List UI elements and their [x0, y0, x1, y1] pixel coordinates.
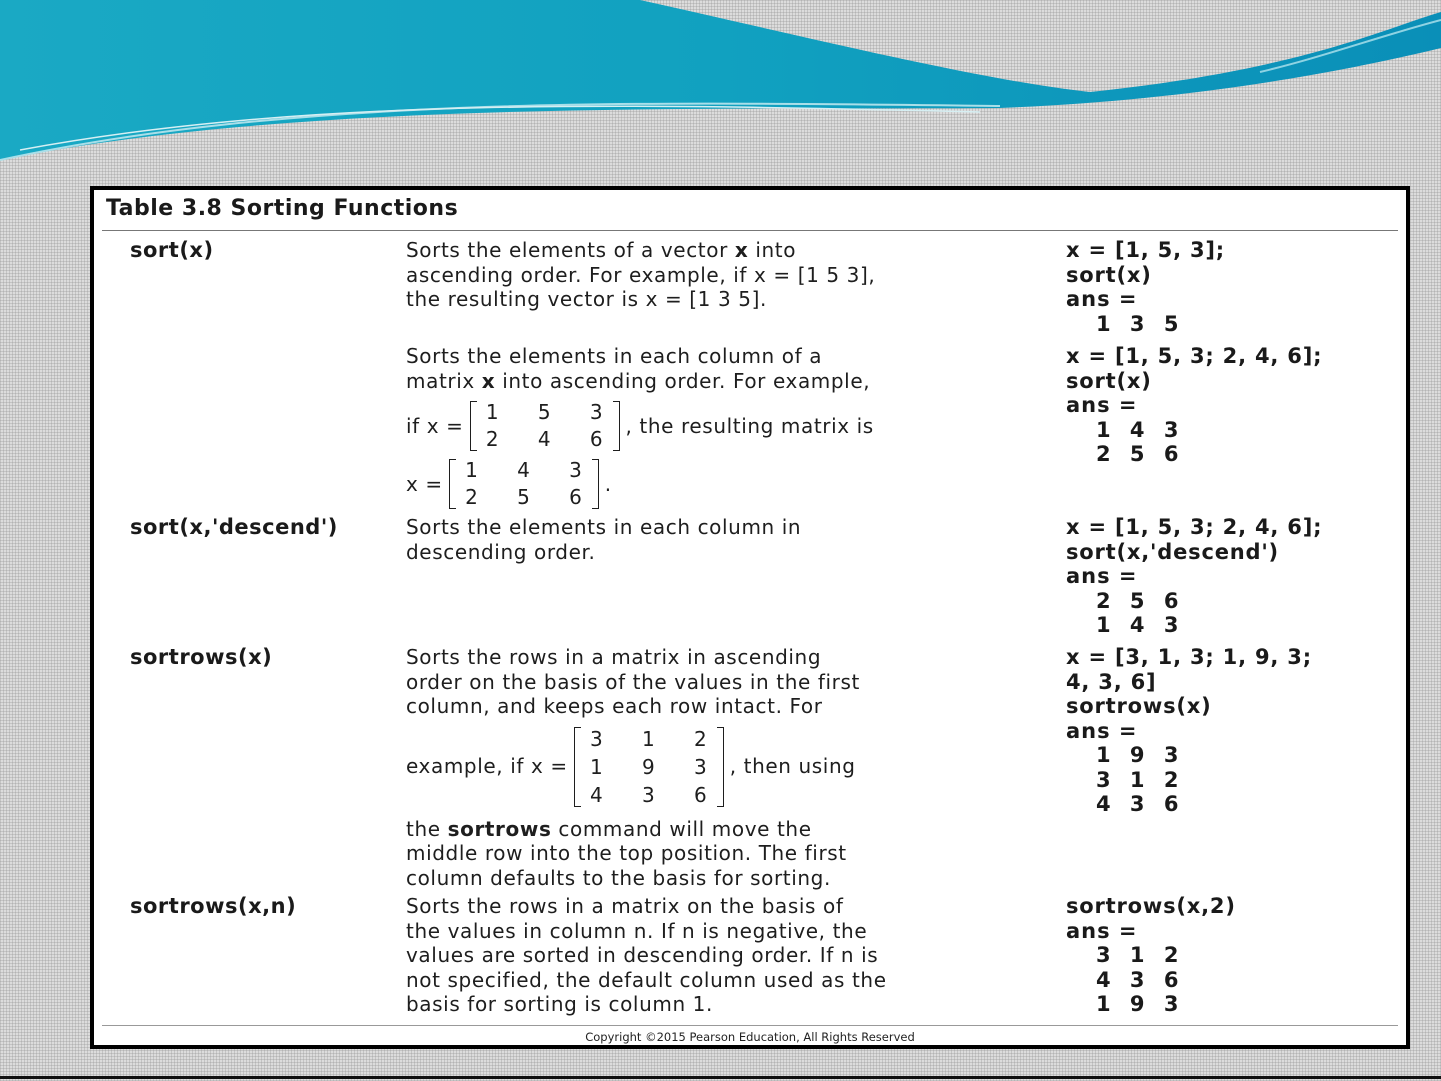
copyright-notice: Copyright ©2015 Pearson Education, All Rights Reserved	[585, 1030, 915, 1044]
text: example, if x =	[406, 754, 568, 779]
code-line: ans =	[1066, 287, 1138, 311]
description-sort-vector	[406, 238, 875, 312]
table-title: Table 3.8 Sorting Functions	[106, 196, 459, 221]
text: Sorts the elements in each column of a	[406, 344, 823, 368]
title-divider	[102, 230, 1398, 231]
text: , then using	[729, 754, 856, 779]
bottom-divider	[0, 1076, 1441, 1079]
matrix-cell: 4	[590, 782, 604, 807]
text: Sorts the rows in a matrix in ascending	[406, 645, 822, 669]
code-line: 4, 3, 6]	[1066, 669, 1157, 694]
text: values are sorted in descending order. If n is	[406, 943, 879, 967]
code-line: ans =	[1066, 393, 1138, 417]
matrix-cell: 1	[485, 400, 500, 424]
example-sort-descend	[1066, 515, 1322, 638]
command-sortrows-bold: sortrows	[447, 816, 552, 841]
code-line: sort(x)	[1066, 368, 1152, 393]
code-output: 4 3 6	[1096, 967, 1185, 992]
code-line: x = [1, 5, 3];	[1066, 238, 1225, 262]
matrix-cell: 2	[694, 726, 708, 751]
text: .	[604, 471, 612, 496]
example-sortrows-n	[1066, 894, 1236, 1017]
function-name-sort-descend: sort(x,'descend')	[130, 515, 338, 539]
var-x-bold: x	[734, 238, 749, 262]
matrix-cell: 1	[465, 458, 479, 482]
text: column defaults to the basis for sorting.	[406, 865, 831, 890]
text: order on the basis of the values in the first	[406, 669, 860, 694]
function-name-sortrows-n: sortrows(x,n)	[130, 894, 297, 918]
code-line: ans =	[1066, 564, 1138, 588]
code-output: 1 3 5	[1096, 311, 1185, 336]
text: the	[406, 816, 448, 841]
matrix-cell: 1	[590, 754, 604, 779]
matrix-cell: 6	[569, 485, 583, 509]
text: matrix	[406, 368, 482, 393]
code-output: 2 5 6	[1096, 588, 1185, 613]
description-sort-descend	[406, 515, 801, 564]
matrix-cell: 3	[694, 754, 708, 779]
matrix-cell: 6	[589, 427, 604, 451]
code-output: 1 9 3	[1096, 743, 1185, 767]
var-x-bold: x	[481, 368, 496, 393]
sorting-functions-table	[90, 186, 1410, 1049]
text: not specified, the default column used as the	[406, 967, 887, 992]
text: column, and keeps each row intact. For	[406, 694, 823, 718]
text: if x =	[406, 413, 464, 438]
matrix-cell: 5	[537, 400, 552, 424]
text: Sorts the rows in a matrix on the basis of	[406, 894, 844, 918]
code-line: sort(x)	[1066, 262, 1152, 287]
code-output: 2 5 6	[1096, 442, 1185, 466]
matrix-input	[470, 399, 620, 453]
matrix-cell: 3	[590, 726, 604, 751]
example-sort-matrix	[1066, 344, 1322, 467]
text: middle row into the top position. The first	[406, 841, 847, 865]
text: descending order.	[406, 539, 596, 564]
matrix-cell: 6	[694, 782, 708, 807]
code-output: 3 1 2	[1096, 767, 1185, 792]
description-sortrows	[406, 645, 860, 890]
text: the resulting vector is x = [1 3 5].	[406, 287, 767, 311]
text: Sorts the elements of a vector	[406, 238, 735, 262]
code-line: sortrows(x)	[1066, 694, 1212, 718]
text: command will move the	[551, 816, 812, 841]
text: basis for sorting is column 1.	[406, 992, 713, 1016]
text: x =	[406, 471, 443, 496]
code-output: 3 1 2	[1096, 943, 1185, 967]
code-line: x = [1, 5, 3; 2, 4, 6];	[1066, 515, 1323, 539]
code-output: 1 4 3	[1096, 613, 1185, 637]
code-line: ans =	[1066, 918, 1138, 943]
example-sortrows	[1066, 645, 1312, 817]
function-name-sortrows: sortrows(x)	[130, 645, 273, 669]
text: into	[748, 238, 797, 262]
matrix-cell: 4	[537, 427, 552, 451]
description-sortrows-n	[406, 894, 887, 1017]
matrix-cell: 2	[485, 427, 500, 451]
decorative-wave-banner	[0, 0, 1441, 170]
code-line: ans =	[1066, 718, 1138, 743]
matrix-output	[449, 457, 599, 511]
code-line: sortrows(x,2)	[1066, 894, 1236, 918]
code-output: 1 9 3	[1096, 992, 1185, 1016]
matrix-cell: 4	[517, 458, 531, 482]
matrix-cell: 2	[465, 485, 479, 509]
code-line: sort(x,'descend')	[1066, 539, 1279, 564]
code-line: x = [1, 5, 3; 2, 4, 6];	[1066, 344, 1323, 368]
function-name-sort: sort(x)	[130, 238, 214, 262]
matrix-cell: 3	[642, 782, 656, 807]
text: Sorts the elements in each column in	[406, 515, 802, 539]
code-output: 4 3 6	[1096, 792, 1185, 816]
code-output: 1 4 3	[1096, 417, 1185, 442]
matrix-sortrows-example	[574, 725, 724, 809]
matrix-cell: 1	[642, 726, 656, 751]
description-sort-matrix	[406, 344, 874, 511]
text: into ascending order. For example,	[495, 368, 871, 393]
text: , the resulting matrix is	[625, 413, 874, 438]
text: the values in column n. If n is negative, the	[406, 918, 868, 943]
code-line: x = [3, 1, 3; 1, 9, 3;	[1066, 645, 1312, 669]
footer-divider	[102, 1025, 1398, 1026]
matrix-cell: 3	[569, 458, 583, 482]
text: ascending order. For example, if x = [1 5 3],	[406, 262, 876, 287]
matrix-cell: 5	[517, 485, 531, 509]
matrix-cell: 3	[589, 400, 604, 424]
example-sort-vector	[1066, 238, 1225, 336]
matrix-cell: 9	[642, 754, 656, 779]
